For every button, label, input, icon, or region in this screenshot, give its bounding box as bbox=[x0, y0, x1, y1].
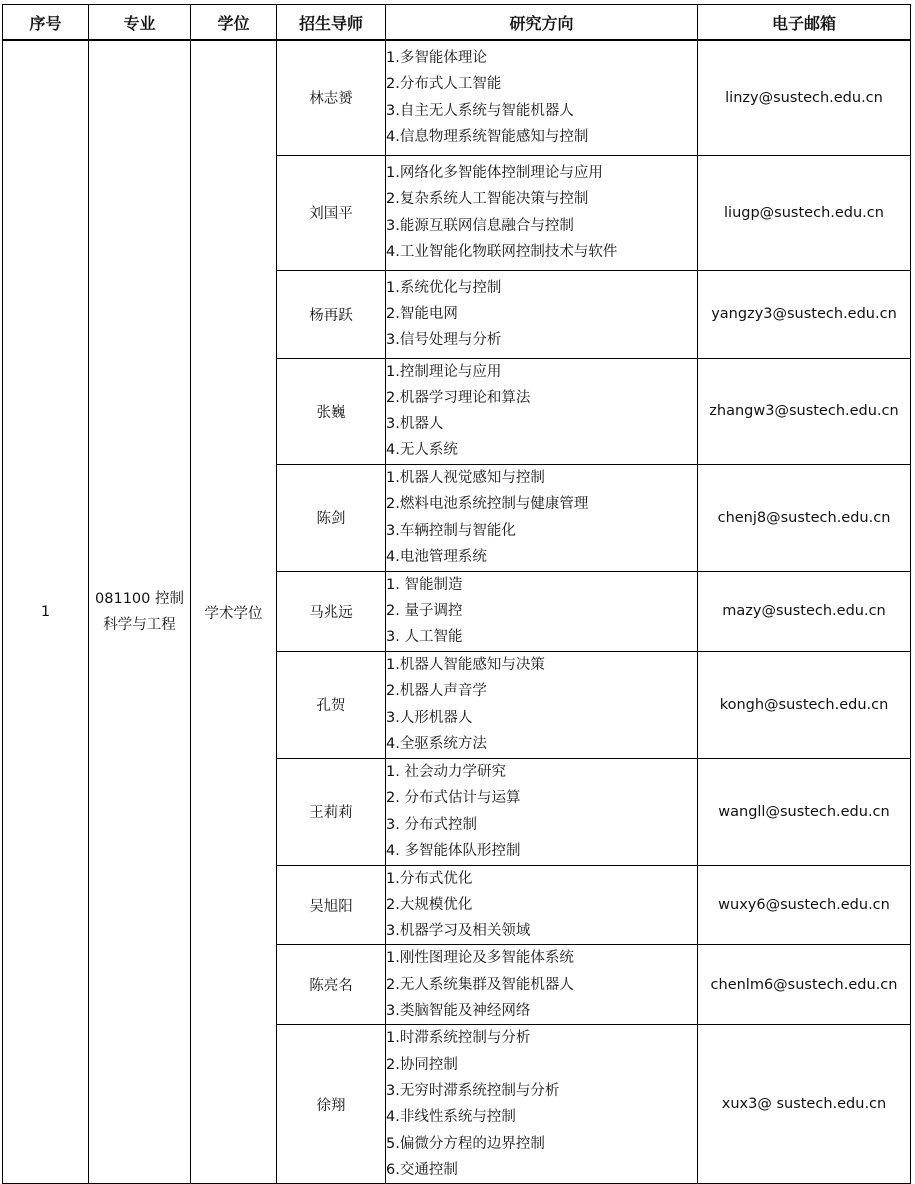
direction-item: 3.机器人 bbox=[386, 416, 444, 433]
advisor-cell: 徐翔 bbox=[277, 1025, 386, 1184]
advisor-cell: 孔贺 bbox=[277, 651, 386, 758]
email-cell: wuxy6@sustech.edu.cn bbox=[698, 865, 911, 945]
header-row bbox=[3, 5, 911, 41]
advisor-cell: 张巍 bbox=[277, 358, 386, 464]
directions-cell bbox=[386, 40, 698, 155]
email-cell: xux3@ sustech.edu.cn bbox=[698, 1025, 911, 1184]
direction-item: 1. 智能制造 bbox=[386, 576, 463, 593]
direction-item: 1. 社会动力学研究 bbox=[386, 763, 506, 780]
major-line-2: 科学与工程 bbox=[103, 617, 176, 634]
directions-cell bbox=[386, 270, 698, 358]
advisor-cell: 王莉莉 bbox=[277, 758, 386, 865]
direction-item: 3. 分布式控制 bbox=[386, 816, 477, 833]
direction-item: 2.燃料电池系统控制与健康管理 bbox=[386, 496, 589, 513]
email-cell: mazy@sustech.edu.cn bbox=[698, 571, 911, 651]
directions-cell bbox=[386, 155, 698, 270]
row-index-cell: 1 bbox=[3, 40, 89, 1184]
email-cell: wangll@sustech.edu.cn bbox=[698, 758, 911, 865]
directions-cell bbox=[386, 358, 698, 464]
direction-item: 3.机器学习及相关领域 bbox=[386, 923, 531, 940]
direction-item: 1.机器人智能感知与决策 bbox=[386, 656, 545, 673]
direction-item: 1.分布式优化 bbox=[386, 870, 473, 887]
direction-item: 3.能源互联网信息融合与控制 bbox=[386, 217, 574, 234]
direction-item: 6.交通控制 bbox=[386, 1161, 458, 1178]
email-cell: liugp@sustech.edu.cn bbox=[698, 155, 911, 270]
direction-item: 2.大规模优化 bbox=[386, 896, 473, 913]
major-line-1: 081100 控制 bbox=[95, 591, 184, 608]
email-cell: yangzy3@sustech.edu.cn bbox=[698, 270, 911, 358]
direction-item: 1.机器人视觉感知与控制 bbox=[386, 470, 545, 487]
direction-item: 1.刚性图理论及多智能体系统 bbox=[386, 950, 574, 967]
direction-item: 4.全驱系统方法 bbox=[386, 735, 487, 752]
direction-item: 1.多智能体理论 bbox=[386, 50, 487, 67]
direction-item: 5.偏微分方程的边界控制 bbox=[386, 1135, 545, 1152]
email-cell: chenj8@sustech.edu.cn bbox=[698, 464, 911, 571]
degree-cell: 学术学位 bbox=[191, 40, 277, 1184]
advisor-table bbox=[2, 4, 911, 1184]
direction-item: 2.无人系统集群及智能机器人 bbox=[386, 976, 574, 993]
direction-item: 3.人形机器人 bbox=[386, 709, 473, 726]
direction-item: 4.信息物理系统智能感知与控制 bbox=[386, 129, 589, 146]
email-cell: zhangw3@sustech.edu.cn bbox=[698, 358, 911, 464]
direction-item: 2. 量子调控 bbox=[386, 602, 463, 619]
direction-item: 3.无穷时滞系统控制与分析 bbox=[386, 1082, 560, 1099]
direction-item: 2.协同控制 bbox=[386, 1056, 458, 1073]
direction-item: 3.自主无人系统与智能机器人 bbox=[386, 102, 574, 119]
direction-item: 4.工业智能化物联网控制技术与软件 bbox=[386, 243, 618, 260]
advisor-cell: 吴旭阳 bbox=[277, 865, 386, 945]
advisor-cell: 陈剑 bbox=[277, 464, 386, 571]
direction-item: 4. 多智能体队形控制 bbox=[386, 842, 521, 859]
direction-item: 3.类脑智能及神经网络 bbox=[386, 1003, 531, 1020]
directions-cell bbox=[386, 1025, 698, 1184]
advisor-cell: 马兆远 bbox=[277, 571, 386, 651]
directions-cell bbox=[386, 571, 698, 651]
direction-item: 2.机器学习理论和算法 bbox=[386, 389, 531, 406]
advisor-cell: 刘国平 bbox=[277, 155, 386, 270]
header-index: 序号 bbox=[3, 5, 89, 41]
directions-cell bbox=[386, 651, 698, 758]
direction-item: 2.复杂系统人工智能决策与控制 bbox=[386, 191, 589, 208]
direction-item: 4.非线性系统与控制 bbox=[386, 1109, 516, 1126]
table-row bbox=[3, 40, 911, 155]
email-cell: linzy@sustech.edu.cn bbox=[698, 40, 911, 155]
directions-cell bbox=[386, 758, 698, 865]
header-email: 电子邮箱 bbox=[698, 5, 911, 41]
direction-item: 3.信号处理与分析 bbox=[386, 332, 502, 349]
direction-item: 1.网络化多智能体控制理论与应用 bbox=[386, 164, 603, 181]
direction-item: 2.分布式人工智能 bbox=[386, 76, 502, 93]
directions-cell bbox=[386, 464, 698, 571]
advisor-cell: 杨再跃 bbox=[277, 270, 386, 358]
header-major: 专业 bbox=[89, 5, 191, 41]
direction-item: 1.系统优化与控制 bbox=[386, 279, 502, 296]
direction-item: 2. 分布式估计与运算 bbox=[386, 790, 521, 807]
major-cell bbox=[89, 40, 191, 1184]
direction-item: 1.时滞系统控制与分析 bbox=[386, 1030, 531, 1047]
header-direction: 研究方向 bbox=[386, 5, 698, 41]
header-advisor: 招生导师 bbox=[277, 5, 386, 41]
directions-cell bbox=[386, 865, 698, 945]
header-degree: 学位 bbox=[191, 5, 277, 41]
direction-item: 4.电池管理系统 bbox=[386, 548, 487, 565]
direction-item: 2.机器人声音学 bbox=[386, 683, 487, 700]
email-cell: kongh@sustech.edu.cn bbox=[698, 651, 911, 758]
direction-item: 4.无人系统 bbox=[386, 442, 458, 459]
advisor-cell: 陈亮名 bbox=[277, 945, 386, 1025]
direction-item: 3. 人工智能 bbox=[386, 629, 463, 646]
direction-item: 3.车辆控制与智能化 bbox=[386, 522, 516, 539]
directions-cell bbox=[386, 945, 698, 1025]
direction-item: 2.智能电网 bbox=[386, 305, 458, 322]
table-body bbox=[3, 40, 911, 1184]
advisor-cell: 林志赟 bbox=[277, 40, 386, 155]
direction-item: 1.控制理论与应用 bbox=[386, 363, 502, 380]
email-cell: chenlm6@sustech.edu.cn bbox=[698, 945, 911, 1025]
